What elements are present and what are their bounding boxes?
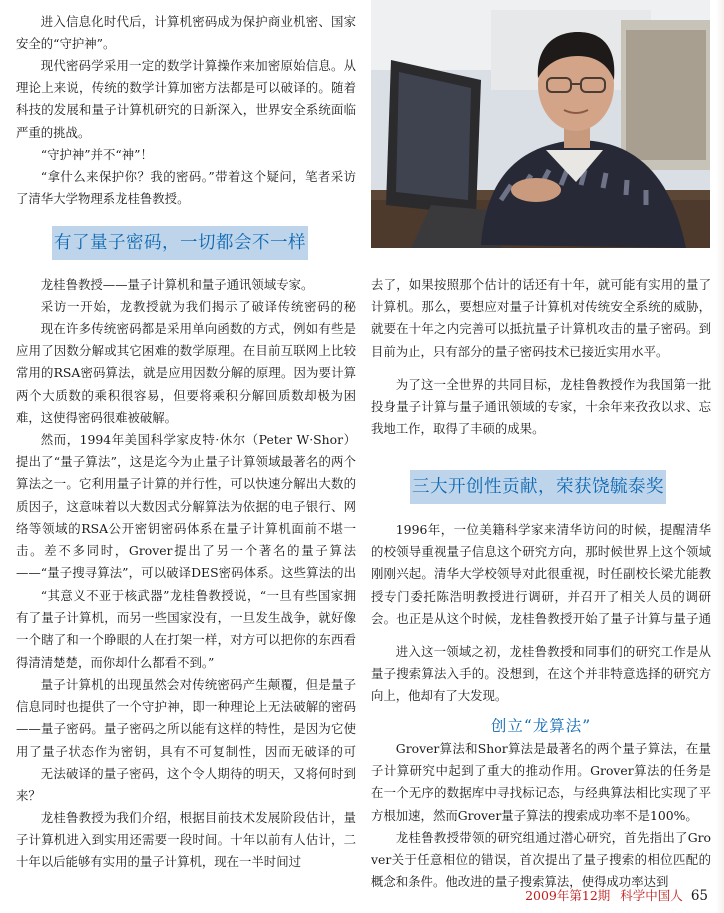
left-paragraph-1: 龙桂鲁教授——量子计算机和量子通讯领域专家。	[40, 277, 314, 292]
left-paragraph-3: 现在许多传统密码都是采用单向函数的方式，例如有些是应用了因数分解或其它困难的数学原理。在目前互联网上比较常用的RSA密码算法，就是应用因数分解的原理。因为要计算两个大质数的乘积很容易，但要将乘积分解回质数却极为困难，这使得密码很难被破解。	[16, 321, 356, 425]
intro-paragraph-4: “拿什么来保护你？我的密码。”带着这个疑问，笔者采访了清华大学物理系龙桂鲁教授。	[16, 169, 356, 207]
right-paragraph-4: 进入这一领域之初，龙桂鲁教授和同事们的研究工作是从量子搜索算法入手的。没想到，在这个并非特意选择的研究方向上，他却有了大发现。	[371, 644, 711, 704]
left-paragraph-7: 无法破译的量子密码，这个令人期待的明天，又将何时到来？	[16, 766, 356, 804]
page-footer	[525, 886, 708, 904]
intro-paragraph-1: 进入信息化时代后，计算机密码成为保护商业机密、国家安全的“守护神”。	[16, 14, 356, 52]
intro-paragraph-2: 现代密码学采用一定的数学计算操作来加密原始信息。从理论上来说，传统的数学计算加密方法都是可以破译的。随着科技的发展和量子计算机研究的日新深入，世界安全系统面临严重的挑战。	[16, 58, 356, 140]
left-paragraph-5: “其意义不亚于核武器”龙桂鲁教授说，“一旦有些国家拥有了量子计算机，而另一些国家没有，一旦发生战争，就好像一个瞎了和一个睁眼的人在打架一样，对方可以把你的东西看得清清楚楚，而你却什么都看不到。”	[16, 588, 356, 670]
subheading-long-algorithm: 创立“龙算法”	[490, 717, 592, 735]
section-banner-quantum-crypto: 有了量子密码，一切都会不一样	[52, 226, 308, 260]
right-paragraph-2: 为了这一全世界的共同目标，龙桂鲁教授作为我国第一批投身量子计算与量子通讯领域的专家，十余年来孜孜以求、忘我地工作，取得了丰硕的成果。	[371, 377, 711, 437]
right-paragraph-5: Grover算法和Shor算法是最著名的两个量子算法，在量子计算研究中起到了重大的推动作用。Grover算法的任务是在一个无序的数据库中寻找标记态，与经典算法相比实现了平方根加速，然而Grover量子算法的搜索成功率不是100%。	[371, 741, 711, 823]
intro-paragraph-3: “守护神”并不“神”！	[40, 147, 153, 162]
left-paragraph-4: 然而，1994年美国科学家皮特·休尔（Peter W·Shor）提出了“量子算法”，这是迄今为止量子计算领域最著名的两个算法之一。它利用量子计算的并行性，可以快速分解出大数的质因子，这意味着以大数因式分解算法为依据的电子银行、网络等领域的RSA公开密钥密码体系在量子计算机面前不堪一击。差不多同时，Grover提出了另一个著名的量子算法——“量子搜寻算法”，可以破译DES密码体系。这些算法的出	[16, 432, 356, 581]
right-paragraph-3: 1996年，一位美籍科学家来清华访问的时候，提醒清华的校领导重视量子信息这个研究方向，那时候世界上这个领域刚刚兴起。清华大学校领导对此很重视，时任副校长梁尤能教授专门委托陈浩明教授进行调研，并召开了相关人员的调研会。也正是从这个时候，龙桂鲁教授开始了量子计算与量子通	[371, 522, 711, 626]
portrait-photo-icon	[371, 0, 710, 248]
footer-page-number: 65	[690, 888, 708, 904]
left-paragraph-2: 采访一开始，龙教授就为我们揭示了破译传统密码的秘	[40, 299, 356, 314]
left-paragraph-8: 龙桂鲁教授为我们介绍，根据目前技术发展阶段估计，量子计算机进入到实用还需要一段时间。十年以前有人估计，二十年以后能够有实用的量子计算机，现在一半时间过	[16, 810, 356, 870]
right-paragraph-1: 去了，如果按照那个估计的话还有十年，就可能有实用的量了计算机。那么，要想应对量子计算机对传统安全系统的威胁，就要在十年之内完善可以抵抗量子计算机攻击的量子密码。到目前为止，只有部分的量子密码技术已接近实用水平。	[371, 277, 711, 359]
portrait-photo	[371, 0, 710, 248]
page-edge-shadow	[716, 0, 724, 913]
footer-issue: 2009年第12期	[525, 888, 611, 903]
footer-magazine: 科学中国人	[620, 888, 683, 903]
right-paragraph-6: 龙桂鲁教授带领的研究组通过潜心研究，首先指出了Grover关于任意相位的错误，首次提出了量子搜索的相位匹配的概念和条件。他改进的量子搜索算法，使得成功率达到	[371, 830, 711, 890]
left-paragraph-6: 量子计算机的出现虽然会对传统密码产生颠覆，但是量子信息同时也提供了一个守护神，即一种理论上无法破解的密码——量子密码。量子密码之所以能有这样的特性，是因为它使用了量子状态作为密钥，具有不可复制性，因而无破译的可	[16, 677, 356, 759]
section-banner-contributions: 三大开创性贡献，荣获饶毓泰奖	[410, 470, 666, 504]
